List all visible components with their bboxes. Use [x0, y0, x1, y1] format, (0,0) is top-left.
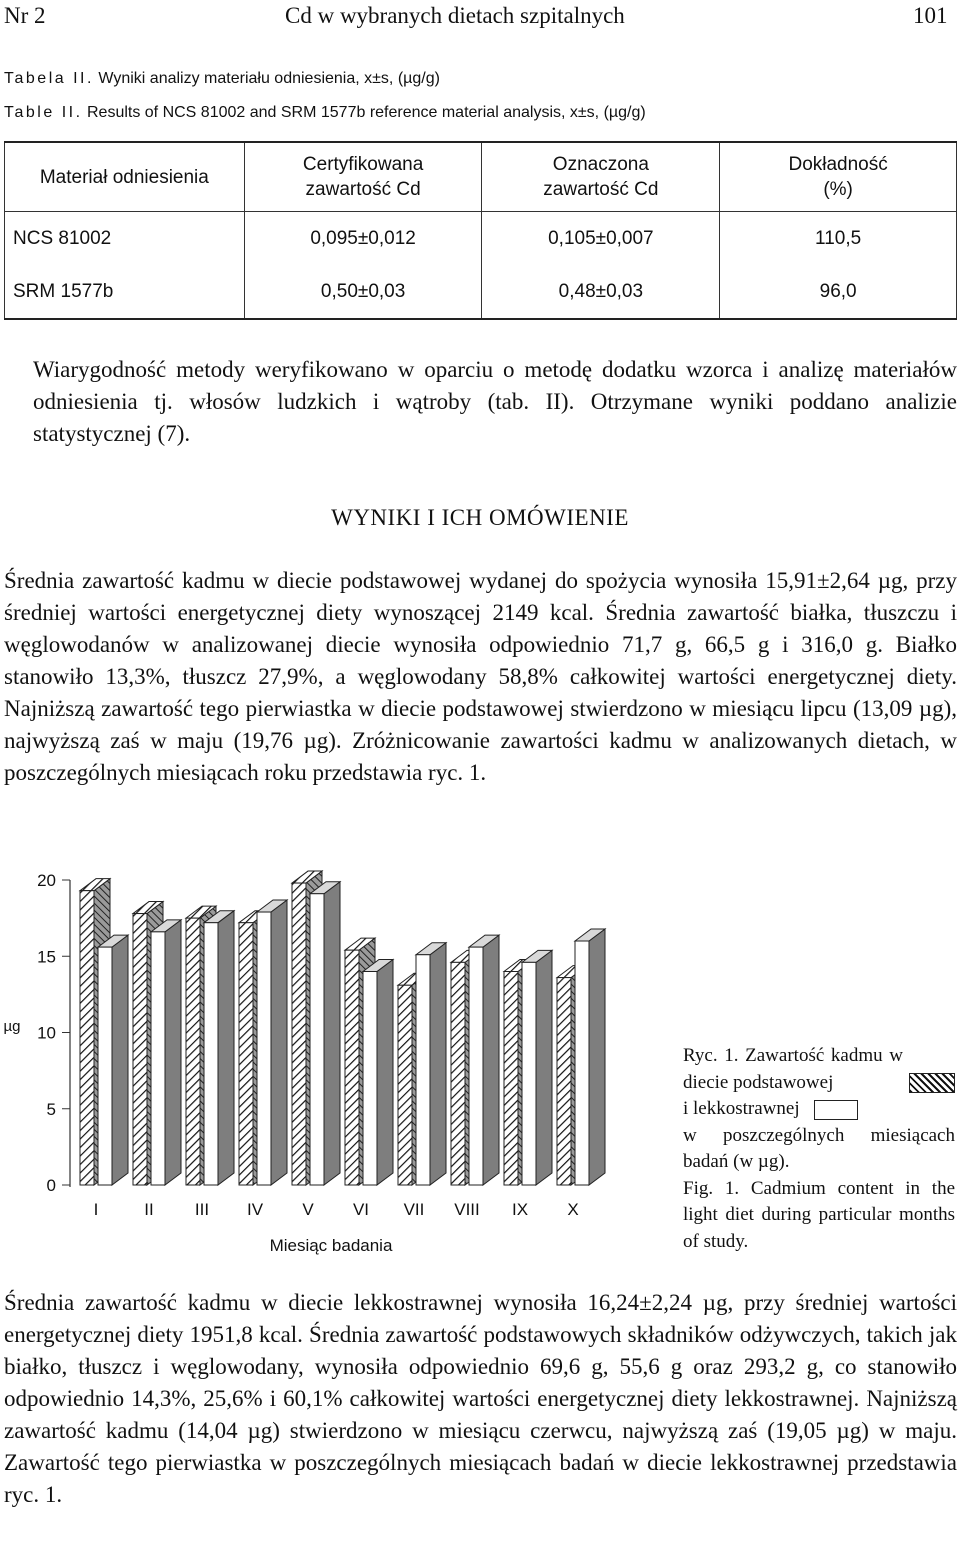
cadmium-bar-chart: [0, 845, 680, 1265]
bar-basic-diet: [186, 918, 200, 1185]
bar-light-diet: [151, 932, 165, 1185]
bar-light-diet-side: [430, 943, 446, 1185]
x-tick-label: VIII: [454, 1200, 480, 1219]
figure-caption-pl-1: Ryc. 1. Zawartość kadmu w diecie podstawowej: [683, 1045, 903, 1093]
bar-light-diet-side: [589, 929, 605, 1185]
reference-material-table: [4, 141, 957, 320]
bar-light-diet-side: [483, 935, 499, 1185]
bar-light-diet: [575, 941, 589, 1185]
x-tick-label: VII: [403, 1200, 425, 1219]
figure-caption: [683, 1043, 955, 1255]
figure-caption-en: Fig. 1. Cadmium content in the light diet during particular months of study.: [683, 1177, 955, 1252]
y-tick-label: 0: [46, 1176, 56, 1195]
paragraph-method: Wiarygodność metody weryfikowano w oparciu o metodę dodatku wzorca i analizę materiałów odniesienia tj. włosów ludzkich i wątroby (tab. II). Otrzymane wyniki poddano analizie statystycznej (7).: [33, 357, 957, 446]
figure-caption-pl-3: w poszczególnych miesiącach badań (w µg).: [683, 1124, 955, 1172]
table-caption-en-label: Table II.: [4, 104, 83, 121]
table-caption-pl-label: Tabela II.: [4, 70, 94, 87]
figure-caption-pl-2: i lekkostrawnej: [683, 1098, 800, 1119]
table-cell: 110,5: [720, 212, 957, 267]
bar-light-diet: [310, 894, 324, 1185]
page-number: 101: [913, 3, 948, 28]
bar-light-diet: [416, 955, 430, 1185]
bar-basic-diet: [557, 978, 571, 1185]
bar-basic-diet: [345, 950, 359, 1185]
figure-caption-pl-2-line: [683, 1096, 955, 1123]
bar-basic-diet: [239, 923, 253, 1185]
y-axis-title: µg: [3, 1018, 21, 1035]
x-tick-label: V: [302, 1200, 314, 1219]
table-header-cell: Dokładność (%): [720, 142, 957, 212]
table-header-cell: Oznaczona zawartość Cd: [482, 142, 720, 212]
table-cell: 0,48±0,03: [482, 266, 720, 319]
y-tick-label: 5: [46, 1099, 56, 1119]
table-cell: 0,095±0,012: [244, 212, 482, 267]
table-caption-en: [4, 104, 646, 122]
table-caption-en-text: Results of NCS 81002 and SRM 1577b reference material analysis, x±s, (µg/g): [86, 104, 646, 121]
x-tick-label: X: [567, 1200, 579, 1219]
table-caption-pl-text: Wyniki analizy materiału odniesienia, x±s, (µg/g): [98, 70, 440, 87]
table-cell: NCS 81002: [5, 212, 245, 267]
table-row: [5, 212, 957, 267]
bar-basic-diet: [451, 962, 465, 1185]
x-tick-label: III: [194, 1200, 210, 1219]
bar-basic-diet: [133, 914, 147, 1185]
table-header-row: [5, 142, 957, 212]
y-tick-label: 15: [37, 947, 56, 967]
bar-light-diet: [363, 972, 377, 1186]
x-tick-label: VI: [352, 1200, 370, 1219]
x-tick-label: IX: [511, 1200, 529, 1219]
running-title: Cd w wybranych dietach szpitalnych: [285, 3, 625, 28]
table-cell: 96,0: [720, 266, 957, 319]
paragraph-results-light: Średnia zawartość kadmu w diecie lekkostrawnej wynosiła 16,24±2,24 µg, przy średniej wartości energetycznej diety 1951,8 kcal. Średnia zawartość podstawowych składników odżywczych, takich jak białko, tłuszcz i węglowodany, wynosiła odpowiednio 69,6 g, 55,6 g oraz 293,2 g, co stanowiło odpowiednio 14,3%, 25,6% i 60,1% całkowitej wartości energetycznej diety lekkostrawnej. Najniższą zawartość kadmu (14,04 µg) stwierdzono w miesiącu czerwcu, najwyższą zaś (19,05 µg) w maju. Zawartość tego pierwiastka w poszczególnych miesiącach badań w diecie lekkostrawnej przedstawia ryc. 1.: [4, 1290, 957, 1507]
bar-basic-diet: [80, 891, 94, 1185]
bar-light-diet-side: [218, 911, 234, 1185]
page-number-label: Nr 2: [4, 3, 46, 28]
bar-light-diet: [204, 923, 218, 1185]
legend-swatch-basic: [909, 1073, 955, 1093]
bar-basic-diet: [292, 883, 306, 1185]
section-heading: WYNIKI I ICH OMÓWIENIE: [331, 505, 629, 530]
x-axis-title: Miesiąc badania: [269, 1236, 393, 1255]
bar-light-diet-side: [377, 960, 393, 1186]
x-tick-label: I: [93, 1200, 99, 1219]
table-cell: 0,50±0,03: [244, 266, 482, 319]
bar-light-diet-side: [165, 920, 181, 1185]
table-cell: 0,105±0,007: [482, 212, 720, 267]
bar-light-diet-side: [324, 882, 340, 1185]
x-tick-label: II: [144, 1200, 154, 1219]
table-row: [5, 266, 957, 319]
bar-light-diet: [257, 912, 271, 1185]
y-tick-label: 10: [37, 1023, 56, 1043]
bar-light-diet: [469, 947, 483, 1185]
bar-light-diet-side: [536, 950, 552, 1185]
legend-swatch-light: [814, 1100, 858, 1120]
table-caption-pl: [4, 70, 440, 88]
bar-light-diet: [98, 947, 112, 1185]
x-tick-label: IV: [246, 1200, 264, 1219]
bar-basic-diet: [398, 985, 412, 1185]
paragraph-results-basic: Średnia zawartość kadmu w diecie podstawowej wydanej do spożycia wynosiła 15,91±2,64 µg, przy średniej wartości energetycznej diety wynoszącej 2149 kcal. Średnia zawartość białka, tłuszczu i węglowodanów w analizowanej diecie wynosiła odpowiednio 71,7 g, 66,5 g i 316,0 g. Białko stanowiło 13,3%, tłuszcz 27,9%, a węglowodany 58,8% całkowitej wartości energetycznej diety. Najniższą zawartość tego pierwiastka w diecie podstawowej stwierdzono w miesiącu lipcu (13,09 µg), najwyższą zaś w maju (19,76 µg). Zróżnicowanie zawartości kadmu w analizowanych dietach, w poszczególnych miesiącach roku przedstawia ryc. 1.: [4, 568, 957, 785]
table-cell: SRM 1577b: [5, 266, 245, 319]
bar-light-diet-side: [112, 935, 128, 1185]
bar-light-diet: [522, 962, 536, 1185]
bar-basic-diet: [504, 972, 518, 1186]
y-tick-label: 20: [37, 871, 56, 890]
table-header-cell: Materiał odniesienia: [5, 142, 245, 212]
bar-light-diet-side: [271, 900, 287, 1185]
table-header-cell: Certyfikowana zawartość Cd: [244, 142, 482, 212]
